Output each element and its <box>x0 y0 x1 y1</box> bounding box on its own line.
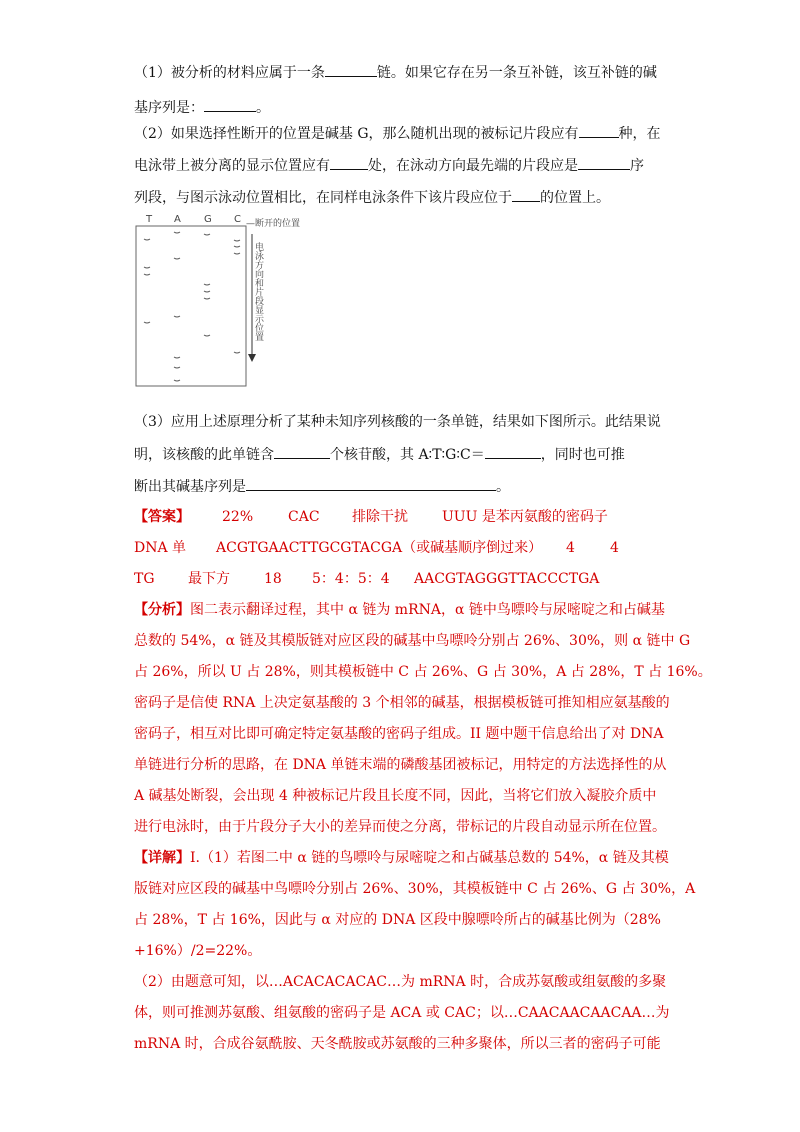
answer-blank <box>512 187 540 202</box>
answer-blank <box>485 444 541 459</box>
analysis-line: A 碱基处断裂，会出现 4 种被标记片段且长度不同，因此，当将它们放入凝胶介质中 <box>134 788 657 804</box>
answer-blank <box>579 123 619 138</box>
detail-line: 版链对应区段的碱基中鸟嘌呤分别占 26%、30%，其模板链中 C 占 26%、G 占 30%，A <box>134 881 696 897</box>
gel-bands <box>144 232 240 381</box>
q2-line-3: 列段，与图示泳动位置相比，在同样电泳条件下该片段应位于 的位置上。 <box>134 187 610 208</box>
answer-blank <box>204 97 256 112</box>
detail-line: 占 28%，T 占 16%，因此与 α 对应的 DNA 区段中腺嘌呤所占的碱基比例为（28% <box>134 912 661 928</box>
q1-line-1: （1）被分析的材料应属于一条 链。如果它存在另一条互补链，该互补链的碱 <box>134 62 657 83</box>
analysis-line: 总数的 54%，α 链及其模版链对应区段的碱基中鸟嘌呤分别占 26%、30%，则 α 链中 G <box>134 633 691 649</box>
detail-line: +16%）/2=22%。 <box>134 943 262 959</box>
analysis-line: 进行电泳时，由于片段分子大小的差异而使之分离，带标记的片段自动显示所在位置。 <box>134 819 666 835</box>
analysis-line: 密码子，相互对比即可确定特定氨基酸的密码子组成。II 题中题干信息给出了对 DNA <box>134 726 664 742</box>
answer-blank <box>578 155 630 170</box>
break-position-label: —断开的位置 <box>246 219 301 229</box>
detail-line: mRNA 时，合成谷氨酰胺、天冬酰胺或苏氨酸的三种多聚体，所以三者的密码子可能 <box>134 1036 661 1052</box>
answer-row-1: 【答案】 22% CAC 排除干扰 UUU 是苯丙氨酸的密码子 <box>134 509 608 525</box>
detail-line: （2）由题意可知，以…ACACACACAC…为 mRNA 时，合成苏氨酸或组氨酸的多聚 <box>134 974 667 990</box>
detail-label: 【详解】 <box>134 850 190 866</box>
q2-line-1: （2）如果选择性断开的位置是碱基 G，那么随机出现的被标记片段应有 种，在 <box>134 123 661 144</box>
answer-blank <box>330 155 368 170</box>
q3-line-1: （3）应用上述原理分析了某种未知序列核酸的一条单链，结果如下图所示。此结果说 <box>134 414 661 430</box>
lane-label-c: C <box>234 214 241 225</box>
answer-blank <box>246 476 496 491</box>
direction-label: 电泳方向和片段显示位置 <box>253 242 263 341</box>
analysis-line: 占 26%，所以 U 占 28%，则其模板链中 C 占 26%、G 占 30%，A 占 28%，T 占 16%。 <box>134 664 712 680</box>
electrophoresis-figure <box>134 212 334 392</box>
answer-blank <box>325 62 377 77</box>
lane-label-g: G <box>204 214 212 225</box>
answer-row-2: DNA 单 ACGTGAACTTGCGTACGA（或碱基顺序倒过来） 4 4 <box>134 540 619 556</box>
analysis-label: 【分析】 <box>134 602 190 618</box>
lane-label-t: T <box>146 214 153 225</box>
answer-label: 【答案】 <box>134 509 190 525</box>
analysis-line: 密码子是信使 RNA 上决定氨基酸的 3 个相邻的碱基，根据模板链可推知相应氨基酸的 <box>134 695 670 711</box>
q2-line-2: 电泳带上被分离的显示位置应有 处，在泳动方向最先端的片段应是 序 <box>134 155 644 176</box>
q1-line-2: 基序列是： 。 <box>134 97 270 118</box>
gel-frame <box>136 226 246 386</box>
detail-line: 体，则可推测苏氨酸、组氨酸的密码子是 ACA 或 CAC；以…CAACAACAACAA…为 <box>134 1005 670 1021</box>
lane-label-a: A <box>174 214 181 225</box>
q3-line-3: 断出其碱基序列是 。 <box>134 476 510 497</box>
detail-line: 【详解】Ⅰ.（1）若图二中 α 链的鸟嘌呤与尿嘧啶之和占碱基总数的 54%，α 链及其模 <box>134 850 669 866</box>
answer-row-3: TG 最下方 18 5：4：5：4 AACGTAGGGTTACCCTGA <box>134 571 600 587</box>
direction-arrow-head <box>248 354 256 362</box>
q3-line-2: 明，该核酸的此单链含 个核苷酸，其 A∶T∶G∶C＝ ，同时也可推 <box>134 444 625 465</box>
analysis-line: 单链进行分析的思路，在 DNA 单链末端的磷酸基团被标记，用特定的方法选择性的从 <box>134 757 667 773</box>
analysis-line: 【分析】图二表示翻译过程，其中 α 链为 mRNA，α 链中鸟嘌呤与尿嘧啶之和占碱基 <box>134 602 665 618</box>
answer-blank <box>274 444 330 459</box>
